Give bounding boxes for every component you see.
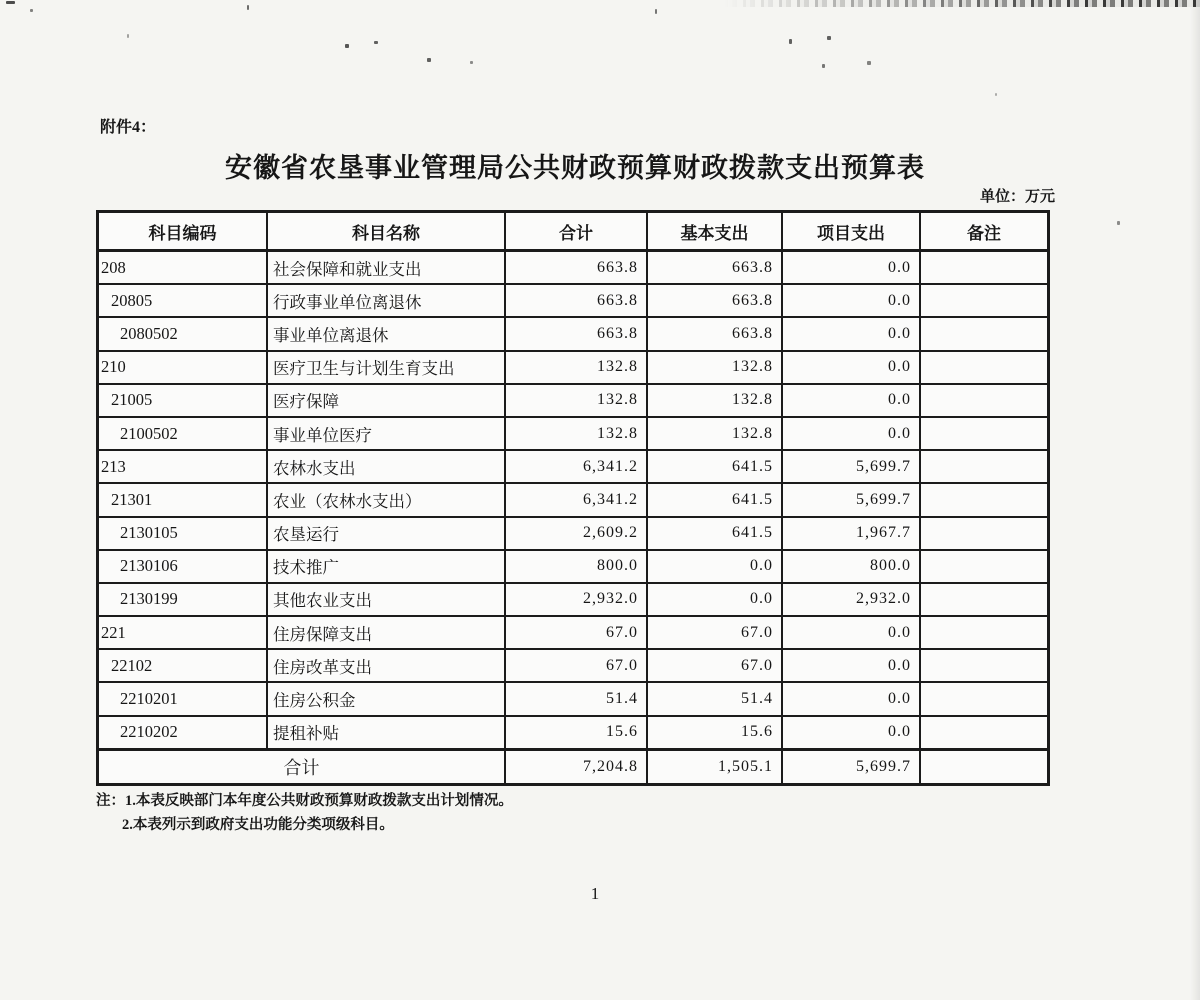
cell-total: 800.0 bbox=[506, 551, 648, 582]
cell-subject-name: 住房公积金 bbox=[268, 683, 506, 714]
table-row bbox=[99, 285, 1047, 318]
cell-project-expenditure: 800.0 bbox=[783, 551, 921, 582]
column-header: 基本支出 bbox=[648, 213, 783, 249]
cell-remark bbox=[921, 717, 1047, 748]
cell-subject-code: 20805 bbox=[99, 285, 268, 316]
scan-speckle bbox=[6, 1, 15, 4]
cell-basic-expenditure: 663.8 bbox=[648, 285, 783, 316]
cell-subject-name: 事业单位离退休 bbox=[268, 318, 506, 349]
cell-total: 132.8 bbox=[506, 385, 648, 416]
cell-subject-code: 22102 bbox=[99, 650, 268, 681]
column-header: 合计 bbox=[506, 213, 648, 249]
note-line-1: 注：1.本表反映部门本年度公共财政预算财政拨款支出计划情况。 bbox=[96, 793, 513, 809]
cell-subject-code: 213 bbox=[99, 451, 268, 482]
cell-total: 663.8 bbox=[506, 285, 648, 316]
cell-project-expenditure: 0.0 bbox=[783, 650, 921, 681]
cell-subject-name: 住房改革支出 bbox=[268, 650, 506, 681]
cell-basic-expenditure: 67.0 bbox=[648, 650, 783, 681]
cell-total: 2,609.2 bbox=[506, 518, 648, 549]
scan-speckle bbox=[374, 41, 378, 44]
scan-speckle bbox=[470, 61, 473, 64]
cell-subject-name: 事业单位医疗 bbox=[268, 418, 506, 449]
cell-total: 2,932.0 bbox=[506, 584, 648, 615]
cell-remark bbox=[921, 352, 1047, 383]
cell-basic-expenditure: 641.5 bbox=[648, 518, 783, 549]
cell-subject-name: 农垦运行 bbox=[268, 518, 506, 549]
scan-speckle bbox=[789, 39, 792, 44]
cell-subject-code: 2130106 bbox=[99, 551, 268, 582]
scan-speckle bbox=[30, 9, 33, 12]
cell-subject-name: 提租补贴 bbox=[268, 717, 506, 748]
cell-basic-expenditure: 15.6 bbox=[648, 717, 783, 748]
table-row bbox=[99, 352, 1047, 385]
attachment-label: 附件4： bbox=[100, 119, 157, 136]
scan-speckle bbox=[427, 58, 431, 62]
cell-subject-code: 221 bbox=[99, 617, 268, 648]
cell-subject-name: 其他农业支出 bbox=[268, 584, 506, 615]
cell-total: 15.6 bbox=[506, 717, 648, 748]
table-row bbox=[99, 584, 1047, 617]
cell-subject-code: 2210202 bbox=[99, 717, 268, 748]
cell-project-expenditure: 0.0 bbox=[783, 318, 921, 349]
cell-subject-code: 2130105 bbox=[99, 518, 268, 549]
table-row bbox=[99, 617, 1047, 650]
total-remark bbox=[921, 751, 1047, 783]
cell-total: 67.0 bbox=[506, 650, 648, 681]
scan-speckle bbox=[247, 5, 249, 10]
scan-speckle bbox=[822, 64, 825, 68]
cell-basic-expenditure: 641.5 bbox=[648, 484, 783, 515]
column-header: 备注 bbox=[967, 223, 1001, 243]
cell-subject-code: 2210201 bbox=[99, 683, 268, 714]
cell-project-expenditure: 0.0 bbox=[783, 385, 921, 416]
cell-total: 6,341.2 bbox=[506, 484, 648, 515]
cell-subject-code: 21005 bbox=[99, 385, 268, 416]
cell-remark bbox=[921, 683, 1047, 714]
cell-remark bbox=[921, 285, 1047, 316]
cell-subject-name: 住房保障支出 bbox=[268, 617, 506, 648]
table-row bbox=[99, 717, 1047, 750]
unit-label: 单位：万元 bbox=[979, 189, 1055, 205]
cell-subject-code: 2080502 bbox=[99, 318, 268, 349]
table-row bbox=[99, 551, 1047, 584]
column-header: 项目支出 bbox=[783, 213, 921, 249]
cell-total: 663.8 bbox=[506, 252, 648, 283]
column-header: 科目名称 bbox=[268, 213, 506, 249]
scan-speckle bbox=[827, 36, 831, 40]
scan-speckle bbox=[655, 9, 657, 14]
cell-remark bbox=[921, 318, 1047, 349]
cell-basic-expenditure: 641.5 bbox=[648, 451, 783, 482]
cell-project-expenditure: 0.0 bbox=[783, 285, 921, 316]
scan-noise-band bbox=[725, 0, 1200, 7]
cell-total: 132.8 bbox=[506, 352, 648, 383]
scan-speckle bbox=[1117, 221, 1120, 225]
cell-subject-name: 医疗保障 bbox=[268, 385, 506, 416]
cell-remark bbox=[921, 385, 1047, 416]
cell-subject-code: 21301 bbox=[99, 484, 268, 515]
scan-speckle bbox=[867, 61, 871, 65]
table-total-row bbox=[99, 750, 1047, 783]
cell-project-expenditure: 0.0 bbox=[783, 683, 921, 714]
table-row bbox=[99, 252, 1047, 285]
scan-edge-shade bbox=[1190, 0, 1200, 1000]
cell-subject-code: 2130199 bbox=[99, 584, 268, 615]
total-label: 合计 bbox=[99, 751, 506, 783]
cell-basic-expenditure: 132.8 bbox=[648, 385, 783, 416]
cell-project-expenditure: 5,699.7 bbox=[783, 451, 921, 482]
cell-basic-expenditure: 663.8 bbox=[648, 318, 783, 349]
budget-table bbox=[96, 210, 1050, 786]
cell-basic-expenditure: 0.0 bbox=[648, 551, 783, 582]
cell-remark bbox=[921, 551, 1047, 582]
cell-total: 663.8 bbox=[506, 318, 648, 349]
cell-remark bbox=[921, 617, 1047, 648]
cell-project-expenditure: 0.0 bbox=[783, 418, 921, 449]
cell-subject-code: 210 bbox=[99, 352, 268, 383]
total-project: 5,699.7 bbox=[783, 751, 921, 783]
cell-subject-code: 208 bbox=[99, 252, 268, 283]
cell-subject-name: 农林水支出 bbox=[268, 451, 506, 482]
cell-project-expenditure: 1,967.7 bbox=[783, 518, 921, 549]
cell-project-expenditure: 0.0 bbox=[783, 352, 921, 383]
table-row bbox=[99, 318, 1047, 351]
cell-basic-expenditure: 51.4 bbox=[648, 683, 783, 714]
table-row bbox=[99, 683, 1047, 716]
cell-basic-expenditure: 663.8 bbox=[648, 252, 783, 283]
table-header-row bbox=[99, 213, 1047, 252]
cell-subject-code: 2100502 bbox=[99, 418, 268, 449]
table-row bbox=[99, 518, 1047, 551]
table-row bbox=[99, 484, 1047, 517]
page-number: 1 bbox=[590, 884, 600, 903]
scan-speckle bbox=[995, 93, 997, 96]
cell-subject-name: 医疗卫生与计划生育支出 bbox=[268, 352, 506, 383]
cell-project-expenditure: 0.0 bbox=[783, 617, 921, 648]
cell-project-expenditure: 5,699.7 bbox=[783, 484, 921, 515]
scan-speckle bbox=[345, 44, 349, 48]
cell-subject-name: 社会保障和就业支出 bbox=[268, 252, 506, 283]
cell-remark bbox=[921, 518, 1047, 549]
table-row bbox=[99, 385, 1047, 418]
cell-project-expenditure: 0.0 bbox=[783, 717, 921, 748]
cell-project-expenditure: 2,932.0 bbox=[783, 584, 921, 615]
total-basic: 1,505.1 bbox=[648, 751, 783, 783]
table-row bbox=[99, 451, 1047, 484]
cell-total: 51.4 bbox=[506, 683, 648, 714]
cell-total: 132.8 bbox=[506, 418, 648, 449]
total-sum: 7,204.8 bbox=[506, 751, 648, 783]
cell-basic-expenditure: 0.0 bbox=[648, 584, 783, 615]
cell-remark bbox=[921, 584, 1047, 615]
cell-total: 6,341.2 bbox=[506, 451, 648, 482]
cell-remark bbox=[921, 252, 1047, 283]
table-row bbox=[99, 418, 1047, 451]
page-title: 安徽省农垦事业管理局公共财政预算财政拨款支出预算表 bbox=[225, 153, 925, 183]
cell-basic-expenditure: 132.8 bbox=[648, 352, 783, 383]
scan-speckle bbox=[127, 34, 129, 38]
cell-basic-expenditure: 67.0 bbox=[648, 617, 783, 648]
cell-subject-name: 技术推广 bbox=[268, 551, 506, 582]
cell-total: 67.0 bbox=[506, 617, 648, 648]
cell-remark bbox=[921, 484, 1047, 515]
note-line-2: 2.本表列示到政府支出功能分类项级科目。 bbox=[122, 817, 394, 833]
cell-subject-name: 行政事业单位离退休 bbox=[268, 285, 506, 316]
cell-subject-name: 农业（农林水支出） bbox=[268, 484, 506, 515]
cell-basic-expenditure: 132.8 bbox=[648, 418, 783, 449]
column-header: 科目编码 bbox=[99, 213, 268, 249]
cell-remark bbox=[921, 451, 1047, 482]
cell-remark bbox=[921, 650, 1047, 681]
cell-remark bbox=[921, 418, 1047, 449]
cell-project-expenditure: 0.0 bbox=[783, 252, 921, 283]
table-row bbox=[99, 650, 1047, 683]
